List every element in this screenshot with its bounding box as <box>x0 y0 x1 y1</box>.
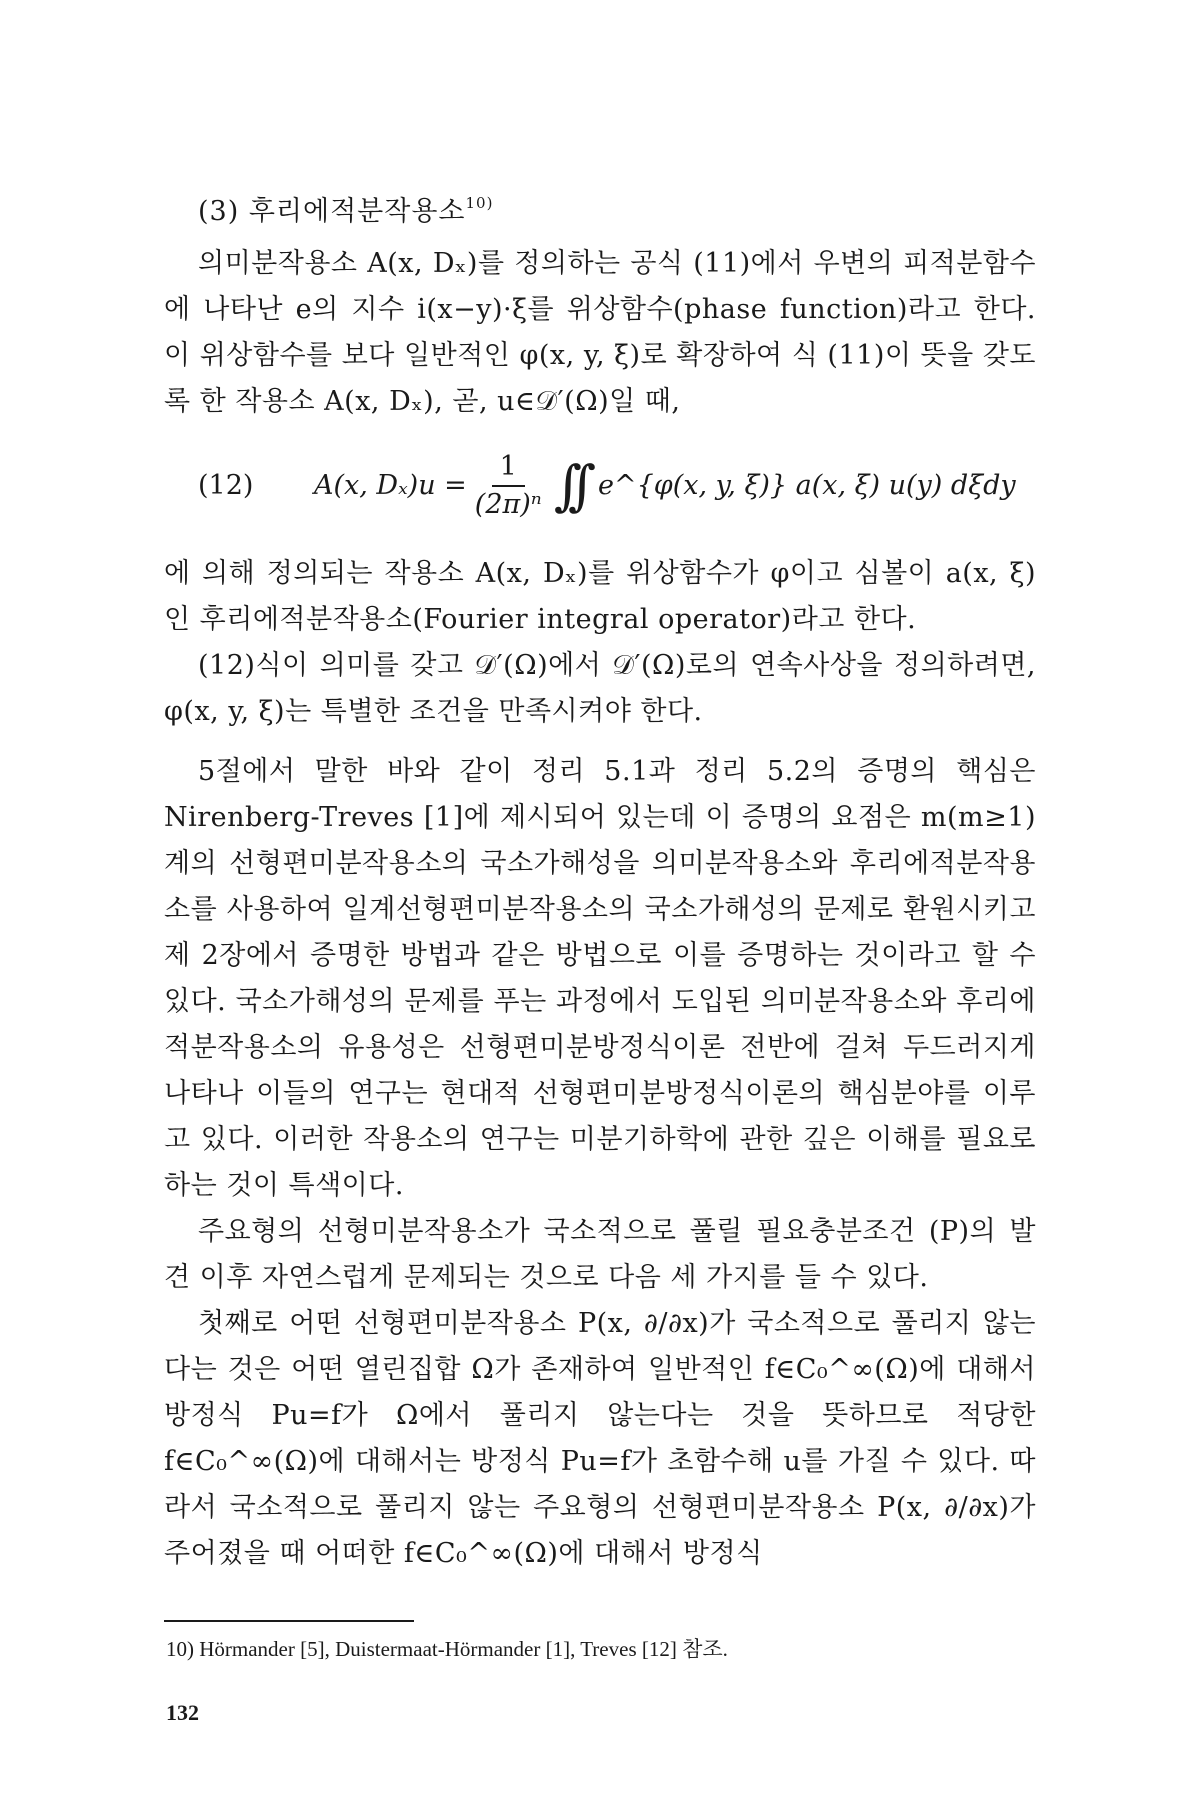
equation-number: (12) <box>198 470 254 501</box>
equation-fraction <box>475 451 542 521</box>
footnote-marker: 10) <box>465 194 494 212</box>
fraction-denominator: (2π)ⁿ <box>474 489 542 520</box>
fraction-numerator: 1 <box>492 451 525 487</box>
equation-rhs: e^{φ(x, y, ξ)} a(x, ξ) u(y) dξdy <box>598 470 1016 501</box>
page-number: 132 <box>166 1700 199 1725</box>
paragraph-local-solvability: 5절에서 말한 바와 같이 정리 5.1과 정리 5.2의 증명의 핵심은 Nirenberg-Treves [1]에 제시되어 있는데 이 증명의 요점은 m(m≥1)계의 선형편미분작용소의 국소가해성을 의미분작용소와 후리에적분작용소를 사용하여 일계선형편미분작용소의 국소가해성의 문제로 환원시키고 제 2장에서 증명한 방법과 같은 방법으로 이를 증명하는 것이라고 할 수 있다. 국소가해성의 문제를 푸는 과정에서 도입된 의미분작용소와 후리에적분작용소의 유용성은 선형편미분방정식이론 전반에 걸쳐 두드러지게 나타나 이들의 연구는 현대적 선형편미분방정식이론의 핵심분야를 이루고 있다. 이러한 작용소의 연구는 미분기하학에 관한 깊은 이해를 필요로 하는 것이 특색이다. <box>164 756 1036 1201</box>
body-text <box>164 180 1036 1577</box>
equation-lhs: A(x, Dₓ)u = <box>314 470 467 501</box>
footnote: 10) Hörmander [5], Duistermaat-Hörmander [1], Treves [12] 참조. <box>166 1637 728 1661</box>
section-heading-text: (3) 후리에적분작용소 <box>198 196 466 227</box>
equation-12 <box>164 431 1036 541</box>
paragraph-continuity-condition: (12)식이 의미를 갖고 𝒟′(Ω)에서 𝒟′(Ω)로의 연속사상을 정의하려면, φ(x, y, ξ)는 특별한 조건을 만족시켜야 한다. <box>164 650 1036 727</box>
equation-body <box>314 451 1016 521</box>
double-integral-sign: ∫∫ <box>553 454 583 517</box>
paragraph-three-problems: 주요형의 선형미분작용소가 국소적으로 풀릴 필요충분조건 (P)의 발견 이후 자연스럽게 문제되는 것으로 다음 세 가지를 들 수 있다. <box>164 1216 1036 1293</box>
paragraph-fourier-integral-definition: 에 의해 정의되는 작용소 A(x, Dₓ)를 위상함수가 φ이고 심볼이 a(x, ξ)인 후리에적분작용소(Fourier integral operator)라고 한다. <box>164 558 1036 635</box>
section-heading <box>198 180 1036 235</box>
paragraph-phase-function: 의미분작용소 A(x, Dₓ)를 정의하는 공식 (11)에서 우변의 피적분함수에 나타난 e의 지수 i(x−y)·ξ를 위상함수(phase function)라고 한다. 이 위상함수를 보다 일반적인 φ(x, y, ξ)로 확장하여 식 (11)이 뜻을 갖도록 한 작용소 A(x, Dₓ), 곧, u∈𝒟′(Ω)일 때, <box>164 248 1036 417</box>
footnote-divider <box>164 1620 414 1622</box>
paragraph-first-problem: 첫째로 어떤 선형편미분작용소 P(x, ∂/∂x)가 국소적으로 풀리지 않는다는 것은 어떤 열린집합 Ω가 존재하여 일반적인 f∈C₀^∞(Ω)에 대해서 방정식 Pu=f가 Ω에서 풀리지 않는다는 것을 뜻하므로 적당한 f∈C₀^∞(Ω)에 대해서는 방정식 Pu=f가 초함수해 u를 가질 수 있다. 따라서 국소적으로 풀리지 않는 주요형의 선형편미분작용소 P(x, ∂/∂x)가 주어졌을 때 어떠한 f∈C₀^∞(Ω)에 대해서 방정식 <box>164 1308 1036 1569</box>
